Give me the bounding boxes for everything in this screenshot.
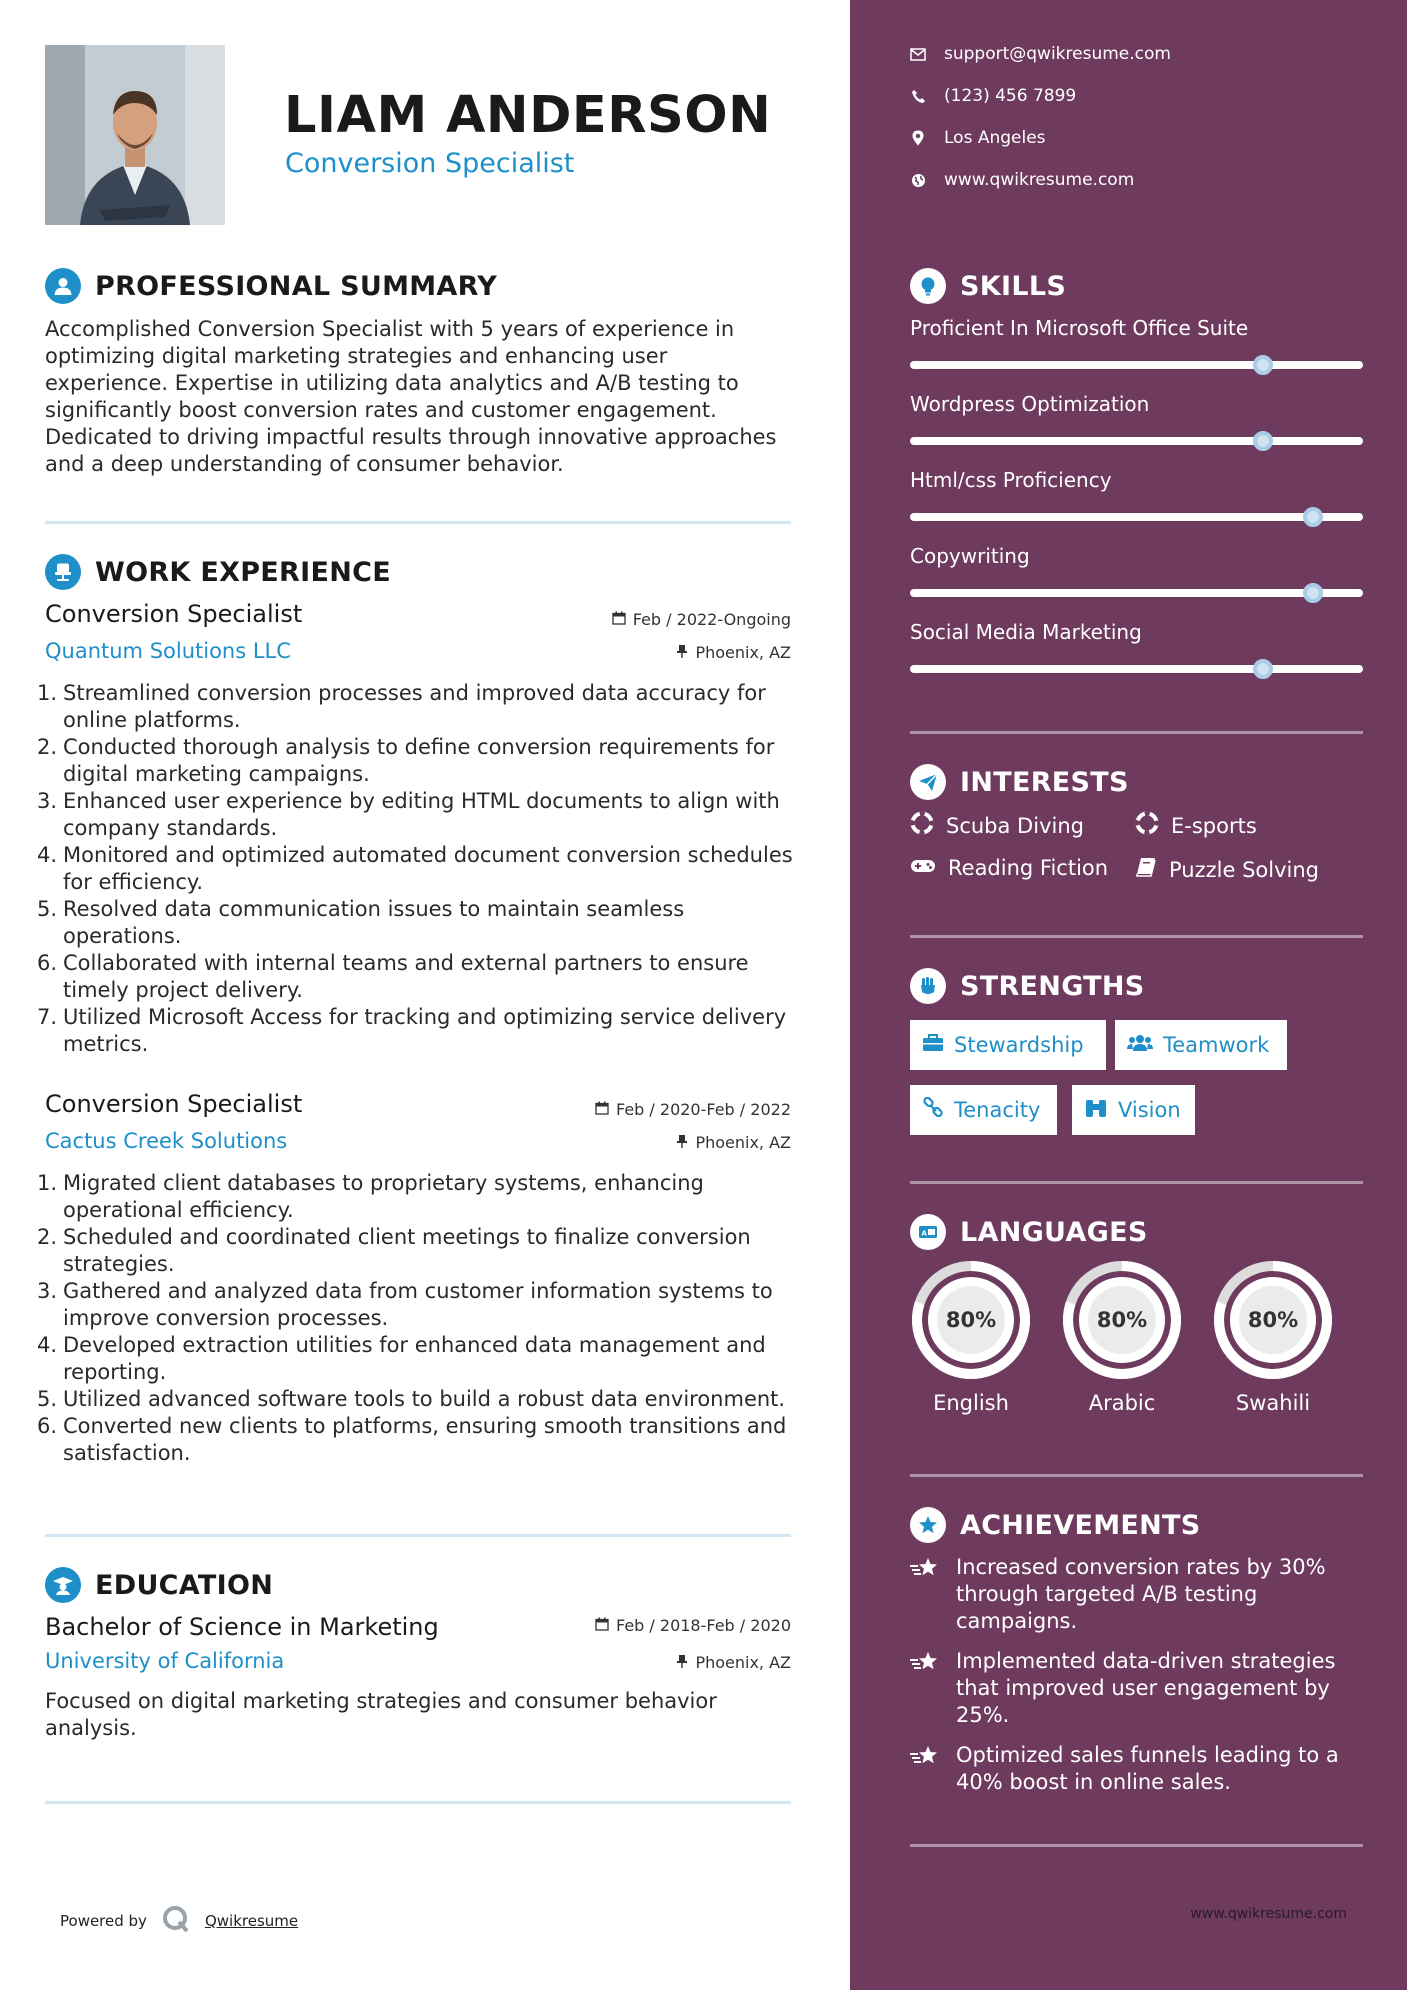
paper-plane-icon [910, 764, 946, 800]
skill-level-knob [1303, 507, 1323, 527]
skill-level-knob [1253, 355, 1273, 375]
job-location-text: Phoenix, AZ [695, 643, 791, 662]
skill-label: Html/css Proficiency [910, 468, 1112, 492]
strength-label: Stewardship [954, 1033, 1084, 1057]
language-name: Swahili [1235, 1391, 1311, 1415]
education-description: Focused on digital marketing strategies and consumer behavior analysis. [45, 1689, 717, 1740]
footer-website[interactable]: www.qwikresume.com [1190, 1906, 1347, 1922]
interest-label: Scuba Diving [946, 813, 1084, 838]
list-item: 6. Collaborated with internal teams and external partners to ensure timely project delivery. [36, 951, 749, 1002]
user-icon [45, 268, 81, 304]
life-ring-icon [910, 811, 934, 840]
calendar-icon [595, 1100, 609, 1119]
strength-label: Tenacity [954, 1098, 1041, 1122]
language-name: English [933, 1391, 1009, 1415]
qwikresume-logo-icon [161, 1904, 191, 1938]
company-name: Cactus Creek Solutions [45, 1129, 288, 1153]
envelope-icon [910, 46, 926, 62]
list-item: 1. Migrated client databases to proprietary systems, enhancing operational efficiency. [36, 1171, 704, 1222]
language-item [910, 1259, 1032, 1415]
summary-title: PROFESSIONAL SUMMARY [95, 270, 498, 302]
list-item: 5. Utilized advanced software tools to build a robust data environment. [36, 1387, 786, 1411]
interests-title: INTERESTS [960, 766, 1129, 798]
list-item: 3. Enhanced user experience by editing HTML documents to align with company standards. [36, 789, 780, 840]
interest-label: Reading Fiction [948, 856, 1109, 880]
job-dates [612, 610, 791, 629]
powered-by-label: Powered by [60, 1912, 147, 1930]
list-item: 2. Scheduled and coordinated client meetings to finalize conversion strategies. [36, 1225, 751, 1276]
language-percent: 80% [1247, 1308, 1299, 1332]
candidate-title: Conversion Specialist [285, 148, 575, 179]
achievement-text: Optimized sales funnels leading to a 40% boost in online sales. [956, 1743, 1339, 1794]
contact-location-text: Los Angeles [944, 128, 1046, 148]
contact-website-text[interactable]: www.qwikresume.com [944, 170, 1135, 190]
education-title: EDUCATION [95, 1569, 274, 1601]
job-location [676, 643, 791, 662]
chair-icon [45, 554, 81, 590]
achievement-text: Increased conversion rates by 30% through targeted A/B testing campaigns. [956, 1555, 1326, 1633]
contact-location [910, 128, 1046, 148]
strength-label: Teamwork [1163, 1033, 1270, 1057]
strength-label: Vision [1118, 1098, 1181, 1122]
language-gauge [910, 1259, 1032, 1381]
briefcase-icon [922, 1033, 944, 1057]
language-gauge [1061, 1259, 1183, 1381]
skill-bar [910, 437, 1363, 445]
skill-bar [910, 589, 1363, 597]
education-dates-text: Feb / 2018-Feb / 2020 [616, 1616, 791, 1635]
strength-chip [910, 1020, 1106, 1070]
skill-level-knob [1253, 431, 1273, 451]
map-marker-icon [910, 130, 926, 146]
job-location-text: Phoenix, AZ [695, 1133, 791, 1152]
education-location [676, 1653, 791, 1672]
powered-by [60, 1904, 298, 1938]
school-name: University of California [45, 1649, 285, 1673]
job-title: Conversion Specialist [45, 600, 303, 628]
shooting-star-icon [910, 1648, 942, 1729]
candidate-name: LIAM ANDERSON [284, 86, 772, 145]
svg-text:A: A [921, 1229, 927, 1238]
interest-label: Puzzle Solving [1169, 857, 1319, 882]
job-dates [595, 1100, 791, 1119]
skill-bar [910, 513, 1363, 521]
language-percent: 80% [945, 1308, 997, 1332]
life-ring-icon [1135, 811, 1159, 840]
section-divider [45, 1801, 791, 1804]
list-item: 7. Utilized Microsoft Access for tracking and optimizing service delivery metrics. [36, 1005, 787, 1056]
interest-item [1135, 811, 1257, 840]
skill-label: Proficient In Microsoft Office Suite [910, 316, 1249, 340]
link-icon [922, 1097, 944, 1124]
job-responsibilities [28, 680, 798, 1058]
skill-level-knob [1253, 659, 1273, 679]
degree: Bachelor of Science in Marketing [45, 1613, 439, 1641]
education-heading [45, 1567, 273, 1603]
list-item: 4. Monitored and optimized automated document conversion schedules for efficiency. [36, 843, 793, 894]
globe-icon [910, 172, 926, 188]
interest-label: E-sports [1171, 813, 1257, 838]
shooting-star-icon [910, 1742, 942, 1796]
skills-heading [910, 268, 1066, 304]
contact-email [910, 44, 1171, 64]
list-item: 2. Conducted thorough analysis to define conversion requirements for digital marketing campaigns. [36, 735, 775, 786]
achievement-item [910, 1742, 1360, 1796]
sidebar [850, 0, 1407, 1990]
fist-icon [910, 968, 946, 1004]
contact-email-text[interactable]: support@qwikresume.com [944, 44, 1171, 64]
skill-label: Copywriting [910, 544, 1030, 568]
strengths-heading [910, 968, 1145, 1004]
skill-bar [910, 665, 1363, 673]
strengths-title: STRENGTHS [960, 970, 1145, 1002]
education-location-text: Phoenix, AZ [695, 1653, 791, 1672]
achievements-heading [910, 1507, 1201, 1543]
lightbulb-icon [910, 268, 946, 304]
interest-item [910, 856, 1108, 880]
calendar-icon [612, 610, 626, 629]
skill-label: Wordpress Optimization [910, 392, 1150, 416]
languages-heading [910, 1214, 1148, 1250]
section-divider [910, 731, 1363, 734]
achievement-text: Implemented data-driven strategies that improved user engagement by 25%. [956, 1649, 1336, 1727]
pin-icon [676, 643, 688, 662]
list-item: 3. Gathered and analyzed data from customer information systems to improve conversion processes. [36, 1279, 773, 1330]
phone-icon [910, 88, 926, 104]
skill-level-knob [1303, 583, 1323, 603]
contact-website [910, 170, 1134, 190]
language-icon [910, 1214, 946, 1250]
job-responsibilities [28, 1170, 798, 1467]
shooting-star-icon [910, 1554, 942, 1635]
list-item: 5. Resolved data communication issues to maintain seamless operations. [36, 897, 685, 948]
users-icon [1127, 1033, 1153, 1057]
experience-heading [45, 554, 391, 590]
language-percent: 80% [1096, 1308, 1148, 1332]
strength-chip [910, 1085, 1057, 1135]
calendar-icon [595, 1616, 609, 1635]
list-item: 1. Streamlined conversion processes and improved data accuracy for online platforms. [36, 681, 766, 732]
skills-title: SKILLS [960, 270, 1067, 302]
strength-chip [1115, 1020, 1287, 1070]
language-name: Arabic [1088, 1391, 1156, 1415]
section-divider [45, 1534, 791, 1537]
section-divider [45, 521, 791, 524]
achievement-item [910, 1554, 1360, 1635]
section-divider [910, 1844, 1363, 1847]
contact-phone [910, 86, 1076, 106]
achievements-title: ACHIEVEMENTS [960, 1509, 1201, 1541]
binoculars-icon [1084, 1098, 1108, 1123]
summary-text: Accomplished Conversion Specialist with 5 years of experience in optimizing digital marketing strategies and enhancing user experience. Expertise in utilizing data analytics and A/B testing to significantly boost conversion rates and customer engagement. Dedicated to driving impactful results through innovative approaches and a deep understanding of consumer behavior. [45, 317, 777, 476]
language-item [1061, 1259, 1183, 1415]
list-item: 4. Developed extraction utilities for enhanced data management and reporting. [36, 1333, 766, 1384]
achievement-item [910, 1648, 1360, 1729]
languages-title: LANGUAGES [960, 1216, 1148, 1248]
list-item: 6. Converted new clients to platforms, ensuring smooth transitions and satisfaction. [36, 1414, 787, 1465]
skill-bar [910, 361, 1363, 369]
book-icon [1135, 856, 1157, 883]
section-divider [910, 1474, 1363, 1477]
experience-title: WORK EXPERIENCE [95, 556, 391, 588]
strength-chip [1072, 1085, 1195, 1135]
interest-item [910, 811, 1084, 840]
job-title: Conversion Specialist [45, 1090, 303, 1118]
company-name: Quantum Solutions LLC [45, 639, 291, 663]
star-badge-icon [910, 1507, 946, 1543]
brand-link[interactable]: Qwikresume [204, 1912, 299, 1930]
interests-heading [910, 764, 1129, 800]
pin-icon [676, 1653, 688, 1672]
section-divider [910, 935, 1363, 938]
gamepad-icon [910, 856, 936, 880]
education-dates [595, 1616, 791, 1635]
skill-label: Social Media Marketing [910, 620, 1142, 644]
graduate-icon [45, 1567, 81, 1603]
job-location [676, 1133, 791, 1152]
profile-photo [45, 45, 225, 225]
contact-phone-text: (123) 456 7899 [944, 86, 1077, 106]
job-dates-text: Feb / 2022-Ongoing [632, 610, 791, 629]
language-gauge [1212, 1259, 1334, 1381]
language-item [1212, 1259, 1334, 1415]
pin-icon [676, 1133, 688, 1152]
interest-item [1135, 856, 1319, 883]
job-dates-text: Feb / 2020-Feb / 2022 [616, 1100, 791, 1119]
section-divider [910, 1181, 1363, 1184]
summary-heading [45, 268, 497, 304]
